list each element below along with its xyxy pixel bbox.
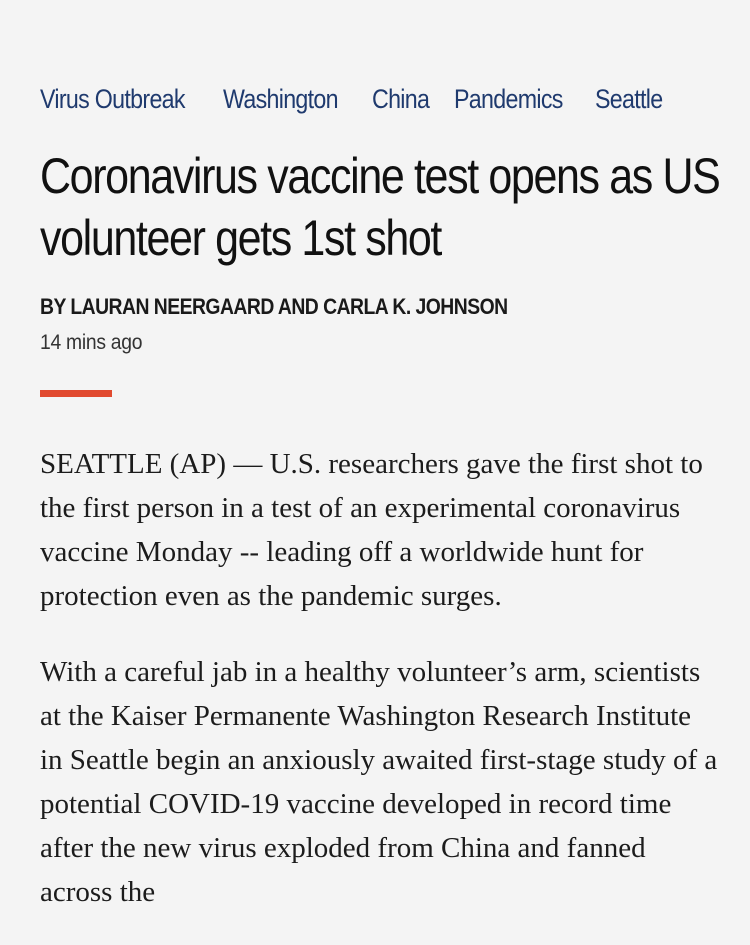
article-headline: Coronavirus vaccine test opens as US volunteer gets 1st shot — [40, 148, 720, 266]
article-timestamp: 14 mins ago — [40, 331, 143, 354]
tag-seattle[interactable]: Seattle — [594, 84, 663, 114]
tag-pandemics[interactable]: Pandemics — [453, 84, 563, 114]
accent-divider — [40, 390, 112, 397]
topic-tags — [40, 84, 663, 115]
tag-china[interactable]: China — [371, 84, 430, 114]
article-paragraph: With a careful jab in a healthy volunteer’s arm, scientists at the Kaiser Permanente Washington Research Institute in Seattle begin an anxiously awaited first-stage study of a potential COVID-19 vaccine developed in record time after the new virus exploded from China and fanned across the — [40, 656, 718, 908]
tag-washington[interactable]: Washington — [223, 84, 339, 114]
article-body — [40, 442, 720, 945]
article-byline: BY LAURAN NEERGAARD AND CARLA K. JOHNSON — [40, 294, 508, 319]
tag-virus-outbreak[interactable]: Virus Outbreak — [40, 84, 185, 114]
article-paragraph: SEATTLE (AP) — U.S. researchers gave the first shot to the first person in a test of an experimental coronavirus vaccine Monday -- leading off a worldwide hunt for protection even as the pandemic surges. — [40, 448, 703, 612]
